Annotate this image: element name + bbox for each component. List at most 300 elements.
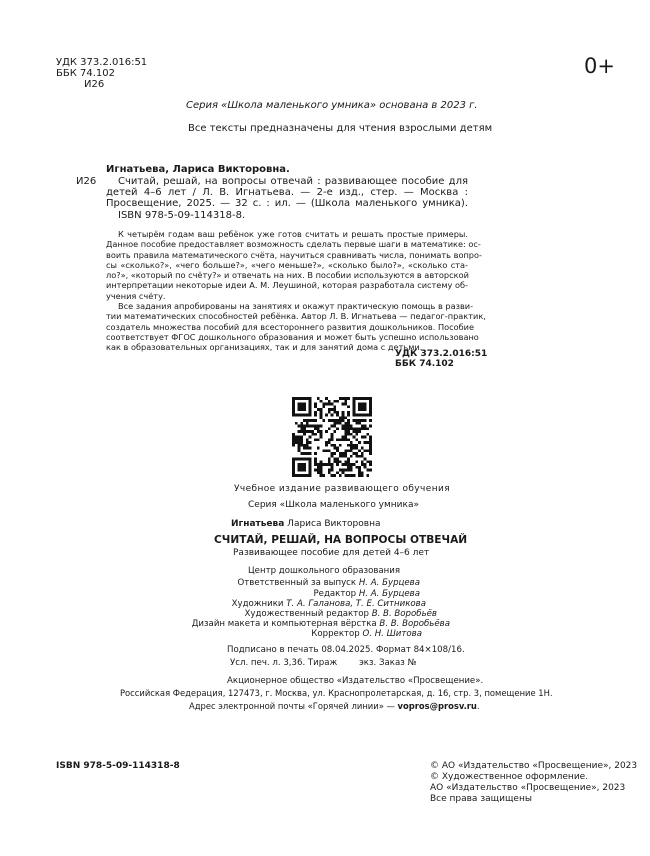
qr-module xyxy=(331,436,334,439)
qr-module xyxy=(353,436,356,439)
qr-module xyxy=(303,397,306,400)
qr-module xyxy=(344,436,347,439)
annotation-line: как в образовательных организациях, так и для занятий дома с детьми. xyxy=(106,342,423,353)
qr-module xyxy=(336,414,339,417)
qr-module xyxy=(358,397,361,400)
qr-module xyxy=(336,458,339,461)
qr-module xyxy=(303,444,306,447)
qr-module xyxy=(333,408,336,411)
qr-module xyxy=(295,474,298,477)
qr-module xyxy=(344,400,347,403)
qr-module xyxy=(300,436,303,439)
qr-module xyxy=(317,430,320,433)
qr-module xyxy=(333,452,336,455)
qr-module xyxy=(342,438,345,441)
annotation-line: создатель множества пособий для всестороннего развития дошкольников. Пособие xyxy=(106,321,475,332)
qr-module xyxy=(366,433,369,436)
qr-module xyxy=(314,403,317,406)
qr-module xyxy=(317,425,320,428)
qr-module xyxy=(300,408,303,411)
qr-module xyxy=(350,427,353,430)
qr-module xyxy=(339,422,342,425)
qr-module xyxy=(361,455,364,458)
qr-module xyxy=(300,427,303,430)
qr-module xyxy=(369,408,372,411)
qr-module xyxy=(366,427,369,430)
qr-module xyxy=(364,463,367,466)
qr-module xyxy=(350,469,353,472)
qr-module xyxy=(342,452,345,455)
qr-module xyxy=(339,474,342,477)
credit-name: Н. А. Бурцева xyxy=(358,589,420,599)
qr-module xyxy=(314,469,317,472)
qr-module xyxy=(344,422,347,425)
qr-module xyxy=(331,469,334,472)
qr-module xyxy=(295,414,298,417)
qr-module xyxy=(336,427,339,430)
qr-module xyxy=(306,474,309,477)
copyright-line: АО «Издательство «Просвещение», 2023 xyxy=(430,783,626,793)
qr-module xyxy=(361,403,364,406)
annotation-line: интерпретации некоторые идеи А. М. Леушиной, которая разработала систему об- xyxy=(106,280,468,291)
qr-module xyxy=(366,414,369,417)
qr-module xyxy=(361,425,364,428)
credit-name: В. В. Воробьёва xyxy=(379,619,450,629)
qr-module xyxy=(311,430,314,433)
qr-module xyxy=(361,436,364,439)
qr-module xyxy=(292,460,295,463)
print-line-2: Усл. печ. л. 3,36. Тираж экз. Заказ № xyxy=(230,658,417,668)
qr-code xyxy=(292,397,372,477)
hotline-label: Адрес электронной почты «Горячей линии» — xyxy=(189,701,398,711)
qr-module xyxy=(306,414,309,417)
qr-module xyxy=(331,433,334,436)
qr-module xyxy=(331,466,334,469)
bbk-code-right: ББК 74.102 xyxy=(395,359,454,369)
qr-module xyxy=(350,474,353,477)
qr-module xyxy=(303,405,306,408)
qr-module xyxy=(306,458,309,461)
qr-module xyxy=(311,433,314,436)
qr-module xyxy=(306,419,309,422)
udk-code-right: УДК 373.2.016:51 xyxy=(395,349,488,359)
annotation-line: К четырём годам ваш ребёнок уже готов считать и решать простые примеры. xyxy=(118,229,468,239)
qr-module xyxy=(300,458,303,461)
qr-module xyxy=(336,449,339,452)
qr-module xyxy=(292,408,295,411)
qr-module xyxy=(353,419,356,422)
copyright-line: Все права защищены xyxy=(430,794,532,804)
qr-module xyxy=(350,447,353,450)
qr-module xyxy=(333,405,336,408)
qr-module xyxy=(358,455,361,458)
qr-module xyxy=(309,466,312,469)
qr-module xyxy=(358,430,361,433)
qr-module xyxy=(317,408,320,411)
book-title: СЧИТАЙ, РЕШАЙ, НА ВОПРОСЫ ОТВЕЧАЙ xyxy=(214,534,468,546)
qr-module xyxy=(298,444,301,447)
qr-module xyxy=(309,436,312,439)
qr-module xyxy=(300,430,303,433)
qr-module xyxy=(292,463,295,466)
qr-module xyxy=(366,441,369,444)
qr-module xyxy=(361,463,364,466)
qr-module xyxy=(292,411,295,414)
biblio-line: детей 4–6 лет / Л. В. Игнатьева. — 2-е изд., стер. — Москва : xyxy=(106,187,468,198)
qr-module xyxy=(361,471,364,474)
qr-module xyxy=(336,411,339,414)
credit-line xyxy=(314,589,421,600)
qr-module xyxy=(331,438,334,441)
qr-module xyxy=(311,425,314,428)
qr-module xyxy=(331,408,334,411)
qr-module xyxy=(336,471,339,474)
qr-module xyxy=(295,438,298,441)
qr-module xyxy=(366,397,369,400)
qr-module xyxy=(355,427,358,430)
qr-module xyxy=(355,452,358,455)
qr-module xyxy=(355,397,358,400)
qr-module xyxy=(369,452,372,455)
qr-module xyxy=(358,422,361,425)
imprint-author xyxy=(231,519,380,530)
qr-module xyxy=(306,425,309,428)
annotation-line: учения счёту. xyxy=(106,290,166,301)
qr-module xyxy=(303,469,306,472)
qr-module xyxy=(355,438,358,441)
annotation-line: соответствует ФГОС дошкольного образования и может быть успешно использовано xyxy=(106,331,479,342)
qr-module xyxy=(309,408,312,411)
qr-module xyxy=(298,405,301,408)
qr-module xyxy=(298,408,301,411)
qr-module xyxy=(320,414,323,417)
qr-module xyxy=(347,433,350,436)
qr-module xyxy=(369,460,372,463)
qr-module xyxy=(325,441,328,444)
qr-module xyxy=(325,397,328,400)
qr-module xyxy=(358,403,361,406)
qr-module xyxy=(364,466,367,469)
qr-module xyxy=(314,433,317,436)
qr-module xyxy=(331,455,334,458)
qr-module xyxy=(364,397,367,400)
qr-module xyxy=(292,458,295,461)
qr-module xyxy=(331,414,334,417)
qr-module xyxy=(344,425,347,428)
qr-module xyxy=(361,405,364,408)
qr-module xyxy=(350,441,353,444)
qr-module xyxy=(355,444,358,447)
qr-module xyxy=(344,416,347,419)
qr-module xyxy=(353,400,356,403)
qr-module xyxy=(300,474,303,477)
annotation-line: Данное пособие предоставляет возможность сделать первые шаги в математике: ос- xyxy=(106,239,481,250)
qr-module xyxy=(298,447,301,450)
qr-module xyxy=(325,403,328,406)
qr-module xyxy=(325,414,328,417)
qr-module xyxy=(358,466,361,469)
qr-module xyxy=(336,463,339,466)
qr-module xyxy=(292,469,295,472)
qr-module xyxy=(298,414,301,417)
credit-role: Художественный редактор xyxy=(244,609,372,619)
biblio-author-heading: Игнатьева, Лариса Викторовна. xyxy=(106,164,290,175)
qr-module xyxy=(300,444,303,447)
qr-module xyxy=(317,438,320,441)
qr-module xyxy=(369,411,372,414)
qr-module xyxy=(347,460,350,463)
qr-module xyxy=(300,422,303,425)
credit-line xyxy=(311,629,422,640)
qr-module xyxy=(306,430,309,433)
qr-module xyxy=(350,463,353,466)
qr-module xyxy=(355,455,358,458)
qr-module xyxy=(320,416,323,419)
qr-module xyxy=(344,474,347,477)
edition-type: Учебное издание развивающего обучения xyxy=(234,484,451,494)
qr-module xyxy=(347,449,350,452)
qr-module xyxy=(309,469,312,472)
qr-module xyxy=(361,427,364,430)
credit-name: Н. А. Бурцева xyxy=(358,578,420,588)
qr-module xyxy=(353,430,356,433)
qr-module xyxy=(339,419,342,422)
qr-module xyxy=(300,405,303,408)
annotation-line: Все задания апробированы на занятиях и окажут практическую помощь в разви- xyxy=(118,301,474,312)
credit-role: Ответственный за выпуск xyxy=(237,578,359,588)
qr-module xyxy=(320,469,323,472)
qr-module xyxy=(303,447,306,450)
qr-module xyxy=(369,438,372,441)
qr-module xyxy=(336,460,339,463)
qr-module xyxy=(298,458,301,461)
qr-module xyxy=(355,422,358,425)
qr-module xyxy=(364,458,367,461)
qr-module xyxy=(347,425,350,428)
qr-module xyxy=(314,411,317,414)
qr-module xyxy=(328,400,331,403)
qr-module xyxy=(314,463,317,466)
annotation xyxy=(106,229,486,353)
qr-module xyxy=(292,397,295,400)
qr-module xyxy=(306,444,309,447)
imprint-author-surname: Игнатьева xyxy=(231,519,285,529)
qr-module xyxy=(325,444,328,447)
publisher-line-1: Акционерное общество «Издательство «Просвещение». xyxy=(227,676,484,686)
qr-module xyxy=(344,460,347,463)
qr-module xyxy=(366,474,369,477)
qr-module xyxy=(292,444,295,447)
qr-module xyxy=(317,471,320,474)
qr-module xyxy=(328,471,331,474)
qr-module xyxy=(298,441,301,444)
qr-module xyxy=(353,408,356,411)
qr-module xyxy=(342,427,345,430)
hotline-email[interactable]: vopros@prosv.ru xyxy=(397,701,477,711)
qr-module xyxy=(347,466,350,469)
qr-module xyxy=(309,403,312,406)
qr-module xyxy=(369,469,372,472)
qr-module xyxy=(339,397,342,400)
qr-module xyxy=(300,438,303,441)
qr-module xyxy=(347,463,350,466)
credit-line xyxy=(232,599,426,610)
qr-module xyxy=(314,425,317,428)
qr-module xyxy=(309,430,312,433)
qr-module xyxy=(339,416,342,419)
qr-module xyxy=(366,460,369,463)
qr-module xyxy=(300,466,303,469)
qr-module xyxy=(333,458,336,461)
qr-module xyxy=(350,466,353,469)
qr-module xyxy=(295,458,298,461)
qr-module xyxy=(366,449,369,452)
annotation-line: сы «сколько?», «чего больше?», «чего меньше?», «сколько было?», «сколько ста- xyxy=(106,259,468,270)
qr-module xyxy=(322,419,325,422)
qr-module xyxy=(342,471,345,474)
qr-module xyxy=(309,441,312,444)
qr-module xyxy=(309,460,312,463)
imprint-center: Центр дошкольного образования xyxy=(248,566,401,576)
qr-module xyxy=(339,452,342,455)
credit-name: Т. А. Галанова, Т. Е. Ситникова xyxy=(286,599,426,609)
qr-module xyxy=(353,411,356,414)
qr-module xyxy=(328,463,331,466)
qr-module xyxy=(295,441,298,444)
qr-module xyxy=(306,452,309,455)
qr-module xyxy=(344,469,347,472)
qr-module xyxy=(309,397,312,400)
qr-module xyxy=(333,400,336,403)
qr-module xyxy=(292,433,295,436)
qr-module xyxy=(320,463,323,466)
qr-module xyxy=(292,441,295,444)
qr-module xyxy=(303,474,306,477)
qr-module xyxy=(361,474,364,477)
qr-module xyxy=(350,425,353,428)
qr-module xyxy=(353,427,356,430)
qr-module xyxy=(292,405,295,408)
qr-module xyxy=(358,471,361,474)
qr-module xyxy=(314,458,317,461)
qr-module xyxy=(317,463,320,466)
qr-module xyxy=(303,414,306,417)
qr-module xyxy=(333,444,336,447)
qr-module xyxy=(353,447,356,450)
qr-module xyxy=(369,397,372,400)
qr-module xyxy=(333,411,336,414)
qr-module xyxy=(358,408,361,411)
qr-module xyxy=(331,403,334,406)
qr-module xyxy=(364,405,367,408)
qr-module xyxy=(325,463,328,466)
qr-module xyxy=(342,403,345,406)
qr-module xyxy=(350,444,353,447)
qr-module xyxy=(295,422,298,425)
qr-module xyxy=(303,466,306,469)
qr-module xyxy=(364,419,367,422)
qr-module xyxy=(298,463,301,466)
qr-module xyxy=(347,422,350,425)
qr-module xyxy=(331,425,334,428)
qr-module xyxy=(322,474,325,477)
qr-module xyxy=(347,438,350,441)
qr-module xyxy=(303,425,306,428)
qr-module xyxy=(361,419,364,422)
qr-module xyxy=(320,411,323,414)
qr-module xyxy=(347,411,350,414)
qr-module xyxy=(320,433,323,436)
qr-module xyxy=(292,403,295,406)
qr-module xyxy=(347,397,350,400)
imprint-author-name: Лариса Викторовна xyxy=(284,519,381,529)
qr-module xyxy=(320,408,323,411)
age-rating: 0+ xyxy=(584,54,615,78)
qr-module xyxy=(353,405,356,408)
qr-module xyxy=(292,466,295,469)
qr-module xyxy=(347,414,350,417)
qr-module xyxy=(300,414,303,417)
credit-name: В. В. Воробьёв xyxy=(371,609,437,619)
qr-module xyxy=(320,474,323,477)
qr-module xyxy=(342,397,345,400)
qr-module xyxy=(358,419,361,422)
biblio-description xyxy=(106,176,468,209)
qr-module xyxy=(333,447,336,450)
qr-module xyxy=(300,463,303,466)
qr-module xyxy=(350,449,353,452)
qr-module xyxy=(350,433,353,436)
hotline-email-line xyxy=(189,701,480,712)
qr-module xyxy=(350,455,353,458)
qr-module xyxy=(369,447,372,450)
qr-module xyxy=(364,436,367,439)
qr-module xyxy=(347,427,350,430)
credit-role: Редактор xyxy=(313,589,359,599)
qr-module xyxy=(317,466,320,469)
qr-module xyxy=(347,430,350,433)
qr-module xyxy=(322,403,325,406)
qr-module xyxy=(344,397,347,400)
qr-module xyxy=(328,438,331,441)
biblio-mark: И26 xyxy=(76,176,97,187)
qr-module xyxy=(364,427,367,430)
qr-module xyxy=(292,438,295,441)
qr-module xyxy=(342,414,345,417)
qr-module xyxy=(339,438,342,441)
publisher-line-2: Российская Федерация, 127473, г. Москва, ул. Краснопролетарская, д. 16, стр. 3, помещение 1Н. xyxy=(120,688,553,698)
qr-module xyxy=(298,466,301,469)
qr-module xyxy=(328,460,331,463)
qr-module xyxy=(361,414,364,417)
qr-module xyxy=(317,447,320,450)
qr-module xyxy=(358,474,361,477)
qr-module xyxy=(303,419,306,422)
qr-module xyxy=(320,436,323,439)
qr-module xyxy=(309,405,312,408)
qr-module xyxy=(336,400,339,403)
qr-module xyxy=(303,403,306,406)
qr-module xyxy=(369,425,372,428)
qr-module xyxy=(303,452,306,455)
qr-module xyxy=(331,419,334,422)
qr-module xyxy=(322,449,325,452)
qr-module xyxy=(344,403,347,406)
qr-module xyxy=(333,474,336,477)
qr-module xyxy=(369,444,372,447)
qr-module xyxy=(309,447,312,450)
qr-module xyxy=(364,414,367,417)
